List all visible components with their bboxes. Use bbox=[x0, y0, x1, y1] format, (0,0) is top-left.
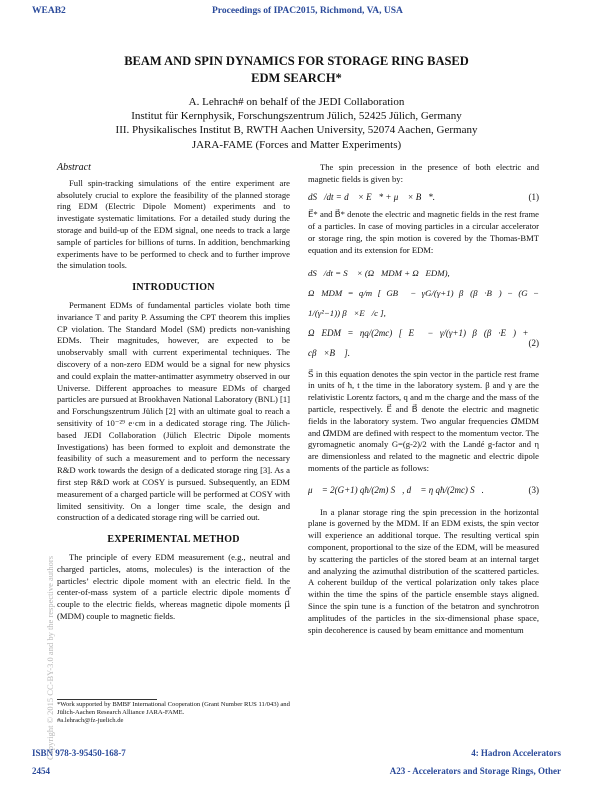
affiliation-1: Institut für Kernphysik, Forschungszentrum Jülich, 52425 Jülich, Germany bbox=[131, 110, 462, 123]
email-footnote: #a.lehrach@fz-juelich.de bbox=[57, 717, 124, 725]
experimental-heading: EXPERIMENTAL METHOD bbox=[107, 534, 240, 546]
equation-2-number: (2) bbox=[528, 337, 539, 348]
equation-1-body: dS⃗/dt = d⃗ × E⃗* + μ⃗ × B⃗*. bbox=[308, 191, 436, 202]
equation-1-number: (1) bbox=[528, 191, 539, 202]
equation-3 bbox=[308, 485, 539, 497]
proceedings-title: Proceedings of IPAC2015, Richmond, VA, USA bbox=[212, 6, 403, 16]
abstract-text: Full spin-tracking simulations of the entire experiment are absolutely crucial to explore the feasibility of the planned storage ring EDM (Electric Dipole Moment) experiments and to investigate systematic limitations. For a detailed study during the storage and build-up of the EDM signal, one needs to track a large sample of particles for billions of turns. In addition, benchmarking experiments have to be performed to check and to further improve the simulation tools. bbox=[57, 177, 290, 271]
paragraph-planar-ring: In a planar storage ring the spin precession in the horizontal plane is governed by the MDM. If an EDM exists, the spin vector will experience an additional torque. The resulting vertical spin component, proportional to the size of the EDM, will be measured by scattering the particles of the stored beam at an internal target and analyzing the azimuthal distribution of the scattered particles. A coherent buildup of the vertical polarization only takes place within the time the spins of the particle ensemble stays aligned. Since the spin tune is a function of the betatron and synchrotron amplitudes of the particles in the six-dimensional phase space, spin decoherence is caused by beam emittance and momentum bbox=[308, 506, 539, 635]
isbn: ISBN 978-3-95450-168-7 bbox=[32, 748, 126, 758]
right-column bbox=[308, 162, 539, 636]
footer-section: 4: Hadron Accelerators bbox=[471, 748, 561, 758]
affiliation-2: III. Physikalisches Institut B, RWTH Aachen University, 52074 Aachen, Germany bbox=[115, 124, 478, 137]
equation-2-line-c: Ω⃗EDM = ηq/(2mc) [ E⃗ − γ/(γ+1) β⃗(β⃗·E⃗) + cβ⃗×B⃗ ]. bbox=[308, 327, 529, 358]
copyright-sidebar: Copyright © 2015 CC-BY-3.0 and by the respective authors bbox=[45, 555, 55, 760]
introduction-heading: INTRODUCTION bbox=[132, 282, 215, 294]
author-block bbox=[30, 95, 563, 152]
funding-footnote: *Work supported by BMBF International Cooperation (Grant Number RUS 11/043) and Jülich-Aachen Research Alliance JARA-FAME. bbox=[57, 701, 290, 717]
paragraph-spin-vector: S⃗ in this equation denotes the spin vector in the particle rest frame in units of ħ, t the time in the laboratory system. β and γ are the relativistic Lorentz factors, q and m the charge and the mass of the particle, respectively. E⃗ and B⃗ denote the electric and magnetic fields in the laboratory system. Two angular frequencies Ω⃗MDM and Ω⃗MDM are defined with respect to the momentum vector. The gyromagnetic anomaly G=(g-2)/2 with the Landé g-factor and η are dimensionless and related to the magnetic and electric dipole moments of the particle as follows: bbox=[308, 368, 539, 473]
equation-3-body: μ⃗ = 2(G+1) qħ/(2m) S⃗, d⃗ = η qħ/(2mc) S⃗. bbox=[308, 484, 484, 495]
equation-2 bbox=[308, 263, 539, 363]
author-line: A. Lehrach# on behalf of the JEDI Collaboration bbox=[188, 96, 405, 108]
paper-title: BEAM AND SPIN DYNAMICS FOR STORAGE RING BASED EDM SEARCH* bbox=[124, 54, 469, 85]
footnotes bbox=[57, 701, 290, 726]
equation-2-line-b: Ω⃗MDM = q/m [ GB⃗ − γG/(γ+1) β⃗(β⃗·B⃗) − (G − 1/(γ²−1)) β⃗×E⃗/c ], bbox=[308, 287, 539, 318]
abstract-heading: Abstract bbox=[57, 162, 91, 173]
affiliation-3: JARA-FAME (Forces and Matter Experiments) bbox=[191, 138, 402, 151]
footnote-rule bbox=[57, 699, 157, 700]
equation-1 bbox=[308, 192, 539, 204]
footer-subsection: A23 - Accelerators and Storage Rings, Other bbox=[389, 766, 561, 776]
paragraph-fields: E⃗* and B⃗* denote the electric and magnetic fields in the rest frame of a particles. In case of moving particles in a circular accelerator or storage ring, the spin motion is covered by the Thomas-BMT equation and its extension for EDM: bbox=[308, 209, 539, 255]
equation-2-line-a: dS⃗/dt = S⃗ × (Ω⃗MDM + Ω⃗EDM), bbox=[308, 267, 450, 278]
paragraph-spin-precession: The spin precession in the presence of both electric and magnetic fields is given by: bbox=[308, 162, 539, 184]
running-header bbox=[32, 6, 561, 18]
left-column bbox=[57, 162, 290, 623]
page-number: 2454 bbox=[32, 766, 50, 776]
paper-code: WEAB2 bbox=[32, 6, 66, 16]
experimental-text: The principle of every EDM measurement (e.g., neutral and charged particles, atoms, molecules) is the interaction of the particles’ electric dipole moment with an electric field. In the center-of-mass system of a particle electric dipole moments d⃗ couple to the electric fields, whereas magnetic dipole moments μ⃗ (MDM) couple to magnetic fields. bbox=[57, 551, 290, 621]
introduction-text: Permanent EDMs of fundamental particles violate both time invariance T and parity P. Assuming the CPT theorem this implies CP violation. The Standard Model (SM) predicts non-vanishing EDMs. Their magnitudes, however, are expected to be unobservably small with current experimental techniques. The discovery of a non-zero EDM would be a signal for new physics and could explain the matter-antimatter asymmetry observed in our Universe. Different approaches to measure EDMs of charged particles are pursued at Brookhaven National Laboratory (BNL) [1] and Forschungszentrum Jülich [2] with an ultimate goal to reach a sensitivity of 10⁻²⁹ e·cm in a dedicated storage ring. The Jülich-based JEDI Collaboration (Jülich Electric Dipole moments Investigations) has been formed to exploit and demonstrate the feasibility of such a measurement and to perform the necessary R&D work towards the design of a dedicated storage ring [3]. As a first step R&D work at COSY is pursued. Subsequently, an EDM measurement of a charged particle will be performed at COSY with limited sensitivity. On a longer time scale, the design and construction of a dedicated storage ring will be carried out. bbox=[57, 299, 290, 523]
equation-3-number: (3) bbox=[528, 484, 539, 495]
